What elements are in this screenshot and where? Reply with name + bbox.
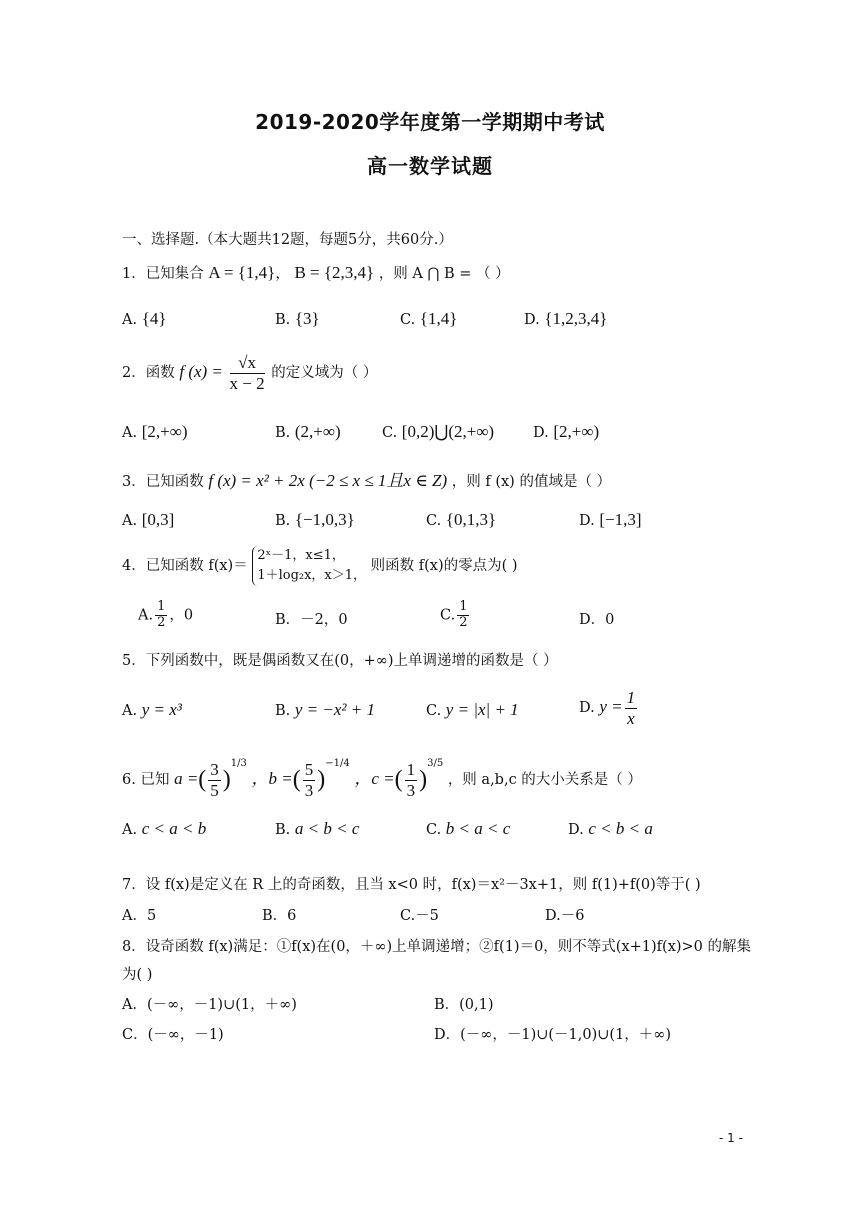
exam-subtitle: 高一数学试题 [367, 154, 493, 178]
q4-option-a-suffix: ，0 [169, 607, 194, 624]
q1-option-a-text: {4} [141, 309, 167, 328]
q4-stem-prefix: 4．已知函数 f(x)＝ [122, 558, 248, 574]
q2-denominator: x − 2 [229, 373, 265, 393]
q4-case-2: 1＋log₂x，x＞1， [257, 568, 367, 583]
q6-c-exponent: 3/5 [427, 758, 444, 769]
q1-set-b: B = {2,3,4} [294, 263, 375, 282]
q4-option-a-num: 1 [157, 599, 166, 614]
q6-option-d [568, 819, 653, 839]
q3-option-a-label: A. [122, 513, 138, 529]
q3-option-b [275, 510, 355, 530]
q3-expression: f (x) = x² + 2x (−2 ≤ x ≤ 1且x ∈ Z) [208, 471, 448, 490]
q6-c-num: 1 [406, 759, 416, 779]
q2-fraction [230, 353, 265, 393]
q1-option-c [400, 309, 457, 329]
q6-b-num: 5 [304, 759, 314, 779]
q8-option-d: D．(－∞，－1)∪(－1,0)∪(1，＋∞) [434, 1027, 672, 1043]
q3-stem-suffix: ，则 f (x) 的值域是（ ） [451, 474, 612, 490]
q6-c-fraction [405, 760, 418, 800]
q3-option-c [426, 510, 496, 530]
q4-option-c-fraction [457, 600, 469, 631]
q4-option-c-label: C. [440, 607, 456, 624]
question-6: 6. 已知 a =( $\frac{3}{5}$ )$^{1/3}$ ，b =( $\frac{5}{3}$ )$^{-1/4}$ ，c =( $\frac{1}{3}$ )$^{3/5}$ ，则 a,b,c 的大小关系是（ ） [122, 758, 642, 800]
q2-option-c [382, 422, 494, 442]
q2-option-b-text: (2,+∞) [294, 422, 341, 441]
q4-option-a [138, 600, 193, 631]
q2-stem-prefix: 2．函数 [122, 365, 175, 382]
q6-option-a-label: A. [122, 822, 138, 838]
q2-option-d [533, 422, 599, 442]
q7-option-c: C.－5 [400, 908, 439, 924]
q4-option-a-den: 2 [157, 614, 166, 630]
q5-option-d-lhs: y = [599, 697, 623, 717]
q6-b-fraction [303, 760, 316, 800]
q6-stem-suffix: ，则 a,b,c 的大小关系是（ ） [447, 772, 642, 788]
q5-option-c [426, 700, 519, 720]
q4-option-b: B．－2，0 [275, 612, 348, 628]
q5-option-c-label: C. [426, 703, 442, 719]
q5-option-b-text: y = −x² + 1 [294, 700, 375, 719]
q6-c-lhs: ，c = [354, 769, 395, 788]
q5-option-b [275, 700, 375, 720]
q4-piecewise [252, 546, 366, 586]
question-8-line-2: 为( ) [122, 967, 153, 983]
q3-option-d [579, 510, 642, 530]
q6-a-fraction [208, 760, 221, 800]
q6-option-c [426, 819, 510, 839]
q2-option-a-label: A. [122, 425, 138, 441]
q2-option-d-label: D. [533, 425, 549, 441]
q6-a-exponent: 1/3 [230, 758, 247, 769]
question-3 [122, 466, 611, 491]
q2-option-b [275, 422, 341, 442]
q6-a-lhs: a = [174, 769, 199, 788]
q7-option-b: B．6 [262, 908, 297, 924]
q6-b-den: 3 [304, 780, 314, 800]
q2-option-a-text: [2,+∞) [141, 422, 188, 441]
q1-option-c-text: {1,4} [419, 309, 458, 328]
q6-option-b-text: a < b < c [294, 819, 360, 838]
q6-c-den: 3 [406, 780, 416, 800]
q3-option-b-label: B. [275, 513, 291, 529]
q5-option-d-fraction [625, 688, 638, 728]
q3-option-d-text: [−1,3] [599, 510, 642, 529]
q4-option-c [440, 600, 471, 631]
q2-option-d-text: [2,+∞) [553, 422, 600, 441]
q1-option-d-label: D. [524, 312, 540, 328]
question-2 [122, 353, 377, 393]
question-5: 5．下列函数中，既是偶函数又在(0，+∞)上单调递增的函数是（ ） [122, 653, 558, 669]
q3-option-d-label: D. [579, 513, 595, 529]
q3-option-c-text: {0,1,3} [445, 510, 497, 529]
q5-option-d-num: 1 [626, 688, 636, 707]
q6-b-lhs: ，b = [251, 769, 293, 788]
q2-option-c-label: C. [382, 425, 398, 441]
q4-option-a-fraction [155, 600, 167, 631]
q1-option-c-label: C. [400, 312, 416, 328]
q5-option-a-label: A. [122, 703, 138, 719]
q1-option-b [275, 309, 320, 329]
q5-option-a [122, 700, 182, 720]
q4-case-1: 2ˣ－1，x≤1， [257, 548, 345, 563]
q1-option-b-label: B. [275, 312, 291, 328]
q3-option-a [122, 510, 174, 530]
q4-option-d: D．0 [579, 612, 615, 628]
q1-option-a-label: A. [122, 312, 138, 328]
q4-option-c-den: 2 [459, 614, 468, 630]
q4-option-c-num: 1 [459, 599, 468, 614]
q2-numerator: √x [230, 353, 265, 374]
q6-b-exponent: −1/4 [325, 758, 350, 769]
q3-option-b-text: {−1,0,3} [294, 510, 355, 529]
q3-option-a-text: [0,3] [141, 510, 175, 529]
q5-option-d-label: D. [579, 700, 595, 717]
q2-func-lhs: f (x) = [179, 362, 223, 382]
q3-stem-prefix: 3．已知函数 [122, 474, 204, 490]
q5-option-d-den: x [627, 708, 635, 728]
q6-option-d-label: D. [568, 822, 584, 838]
section-heading: 一、选择题.（本大题共12题，每题5分，共60分.） [122, 232, 453, 248]
q6-option-c-text: b < a < c [445, 819, 511, 838]
q7-option-a: A．5 [122, 908, 157, 924]
q5-option-d [579, 688, 639, 728]
q1-stem-suffix: ，则 A ⋂ B = （ ） [378, 266, 510, 282]
q2-option-c-text: [0,2)⋃(2,+∞) [401, 422, 495, 441]
q4-option-a-label: A. [138, 607, 154, 624]
q1-option-d-text: {1,2,3,4} [544, 309, 608, 328]
q1-option-a [122, 309, 167, 329]
question-4 [122, 546, 518, 586]
q8-option-b: B．(0,1) [434, 997, 494, 1013]
q5-option-a-text: y = x³ [141, 700, 182, 719]
q5-option-c-text: y = |x| + 1 [445, 700, 519, 719]
q1-set-a: A = {1,4} [208, 263, 276, 282]
q5-option-b-label: B. [275, 703, 291, 719]
q6-option-a-text: c < a < b [141, 819, 207, 838]
q6-option-c-label: C. [426, 822, 442, 838]
q4-stem-suffix: 则函数 f(x)的零点为( ) [370, 558, 518, 574]
page-number: - 1 - [719, 1131, 743, 1145]
question-7: 7．设 f(x)是定义在 R 上的奇函数，且当 x<0 时，f(x)＝x²－3x+1，则 f(1)+f(0)等于( ) [122, 877, 701, 893]
q8-option-c: C．(－∞，－1) [122, 1027, 224, 1043]
q6-option-d-text: c < b < a [588, 819, 653, 838]
q2-option-a [122, 422, 187, 442]
q1-stem-prefix: 1．已知集合 [122, 266, 204, 282]
q8-option-a: A．(－∞，－1)∪(1，＋∞) [122, 997, 297, 1013]
question-1: 1．已知集合 A = {1,4}， B = {2,3,4} ，则 A ⋂ B = （ ） [122, 263, 510, 282]
q6-a-num: 3 [210, 759, 219, 779]
q6-option-b [275, 819, 359, 839]
question-8-line-1: 8．设奇函数 f(x)满足：①f(x)在(0，＋∞)上单调递增；②f(1)＝0，则不等式(x+1)f(x)>0 的解集 [122, 939, 752, 955]
q1-option-d [524, 309, 607, 329]
q1-option-b-text: {3} [294, 309, 320, 328]
q2-stem-suffix: 的定义域为（ ） [271, 365, 378, 382]
q6-option-b-label: B. [275, 822, 291, 838]
q7-option-d: D.－6 [545, 908, 585, 924]
exam-title: 2019-2020学年度第一学期期中考试 [255, 110, 605, 134]
q6-option-a [122, 819, 206, 839]
q6-a-den: 5 [210, 780, 219, 800]
q2-option-b-label: B. [275, 425, 291, 441]
q6-stem-prefix: 6. 已知 [122, 772, 170, 788]
q3-option-c-label: C. [426, 513, 442, 529]
